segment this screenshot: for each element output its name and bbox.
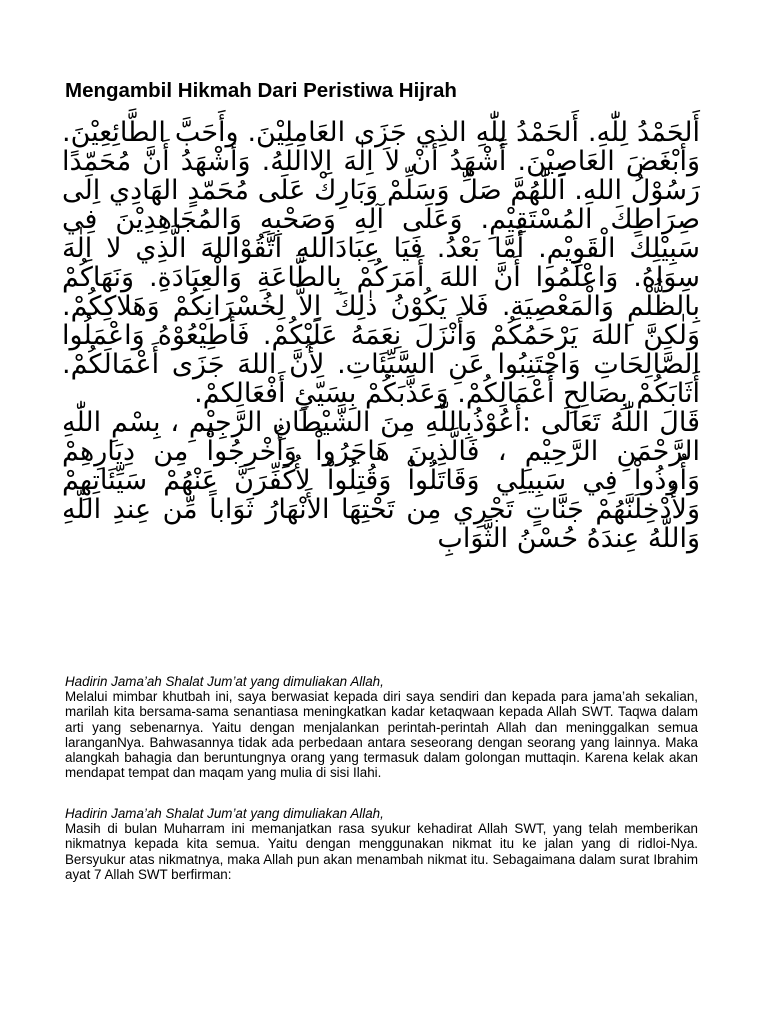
arabic-opening-prayer: أَلحَمْدُ لِلّٰهِ. أَلحَمْدُ لِلّٰهِ الذِي جَزَى العَامِلِيْنَ. وأَحَبَّ الطَّائِعِيْنَ. وَأبْغَضَ العَاصِيْنَ. أَشْهَدُ أَنْ لاَ اِلٰهَ اِلااللهُ. وَأشْهَدُ أَنَّ مُحَمّدًا رَسُوْلُ اللهِ. اَللّٰهُمَّ صَلِّ وَسَلِّمْ وَبَارِكْ عَلَى مُحَمّدٍ الهَادِي اِلَى صِرَاطِكَ المُسْتَقِيْمِ. وَعَلَى آلِهِ وَصَحْبِهِ وَالمُجَاهِدِيْنَ فِي سَبِيْلِكَ الْقَوِيْمِ. أَمَّا بَعْدُ. فَيَا عِبَادَاللهِ اتَّقُوْاللهَ الَّذِي لا اِلٰهَ سِوَاهُ. وَاعْلَمُوا أَنَّ اللهَ أَمَرَكُمْ بِالطَّاعَةِ وَالْعِبَادَةِ. وَنَهَاكُمْ بِالظُّلْمِ وَالْمَعْصِيَةِ. فَلا يَكُوْنُ ذٰلِكَ اِلاَّ لِخُسْرَانِكُمْ وَهَلاكِكُمْ. وَلٰكِنَّ اللهَ يَرْحَمُكُمْ وَأَنْزَلَ نِعَمَهُ عَلَيْكُمْ. فَأَطِيْعُوْهُ وَاعْمَلُوا الصَّالِحَاتِ وَاجْتَنِبُوا عَنِ السَّيِّئَاتِ. لِأَنَّ اللهَ جَزَى أَعْمَالَكُمْ. أَثَابَكُمْ بِصَالِحِ أَعْمَالِكُمْ. وَعَذَّبَكُمْ بِسَيّئِ أَفْعَالِكمْ. [62, 117, 700, 409]
paragraph-text: Masih di bulan Muharram ini memanjatkan rasa syukur kehadirat Allah SWT, yang telah memberikan nikmatnya kepada kita semua. Yaitu dengan menggunakan nikmat itu ke jalan yang di ridloi-Nya. Bersyukur atas nikmatnya, maka Allah pun akan menambah nikmat itu. Sebagaimana dalam surat Ibrahim ayat 7 Allah SWT berfirman: [65, 821, 698, 882]
paragraph [65, 674, 698, 780]
arabic-text-block [62, 118, 700, 553]
paragraph [65, 806, 698, 882]
paragraph-greeting: Hadirin Jama’ah Shalat Jum’at yang dimuliakan Allah, [65, 674, 384, 689]
paragraph-greeting: Hadirin Jama’ah Shalat Jum’at yang dimuliakan Allah, [65, 806, 384, 821]
arabic-quran-verse: قَالَ اللّٰهُ تَعَالَى :أَعُوْذُبِاللّٰهِ مِنَ الشَّيْطَانِ الرَّجِيْمِ ، بِسْمِ اللّٰهِ الرَّحْمَنِ الرَّحِيْمِ ، فَالَّذِينَ هَاجَرُواْ وَأُخْرِجُواْ مِن دِيَارِهِمْ وَأُوذُواْ فِي سَبِيلِي وَقَاتَلُواْ وَقُتِلُواْ لأُكَفِّرَنَّ عَنْهُمْ سَيِّئَاتِهِمْ وَلأُدْخِلَنَّهُمْ جَنَّاتٍ تَجْرِي مِن تَحْتِهَا الأَنْهَارُ ثَوَاباً مِّن عِندِ اللّهِ وَاللّهُ عِندَهُ حُسْنُ الثَّوَابِ [62, 407, 700, 554]
document-title: Mengambil Hikmah Dari Peristiwa Hijrah [65, 79, 457, 102]
paragraph-text: Melalui mimbar khutbah ini, saya berwasiat kepada diri saya sendiri dan kepada para jama’ah sekalian, marilah kita bersama-sama senantiasa meningkatkan kadar ketaqwaan kepada Allah SWT. Taqwa dalam arti yang sebenarnya. Yaitu dengan menjalankan perintah-perintah Allah dan meninggalkan semua laranganNya. Bahwasannya tidak ada perbedaan antara seseorang dengan seorang yang lainnya. Maka alangkah bahagia dan beruntungnya orang yang termasuk dalam golongan muttaqin. Karena kelak akan mendapat tempat dan maqam yang mulia di sisi Ilahi. [65, 689, 698, 781]
